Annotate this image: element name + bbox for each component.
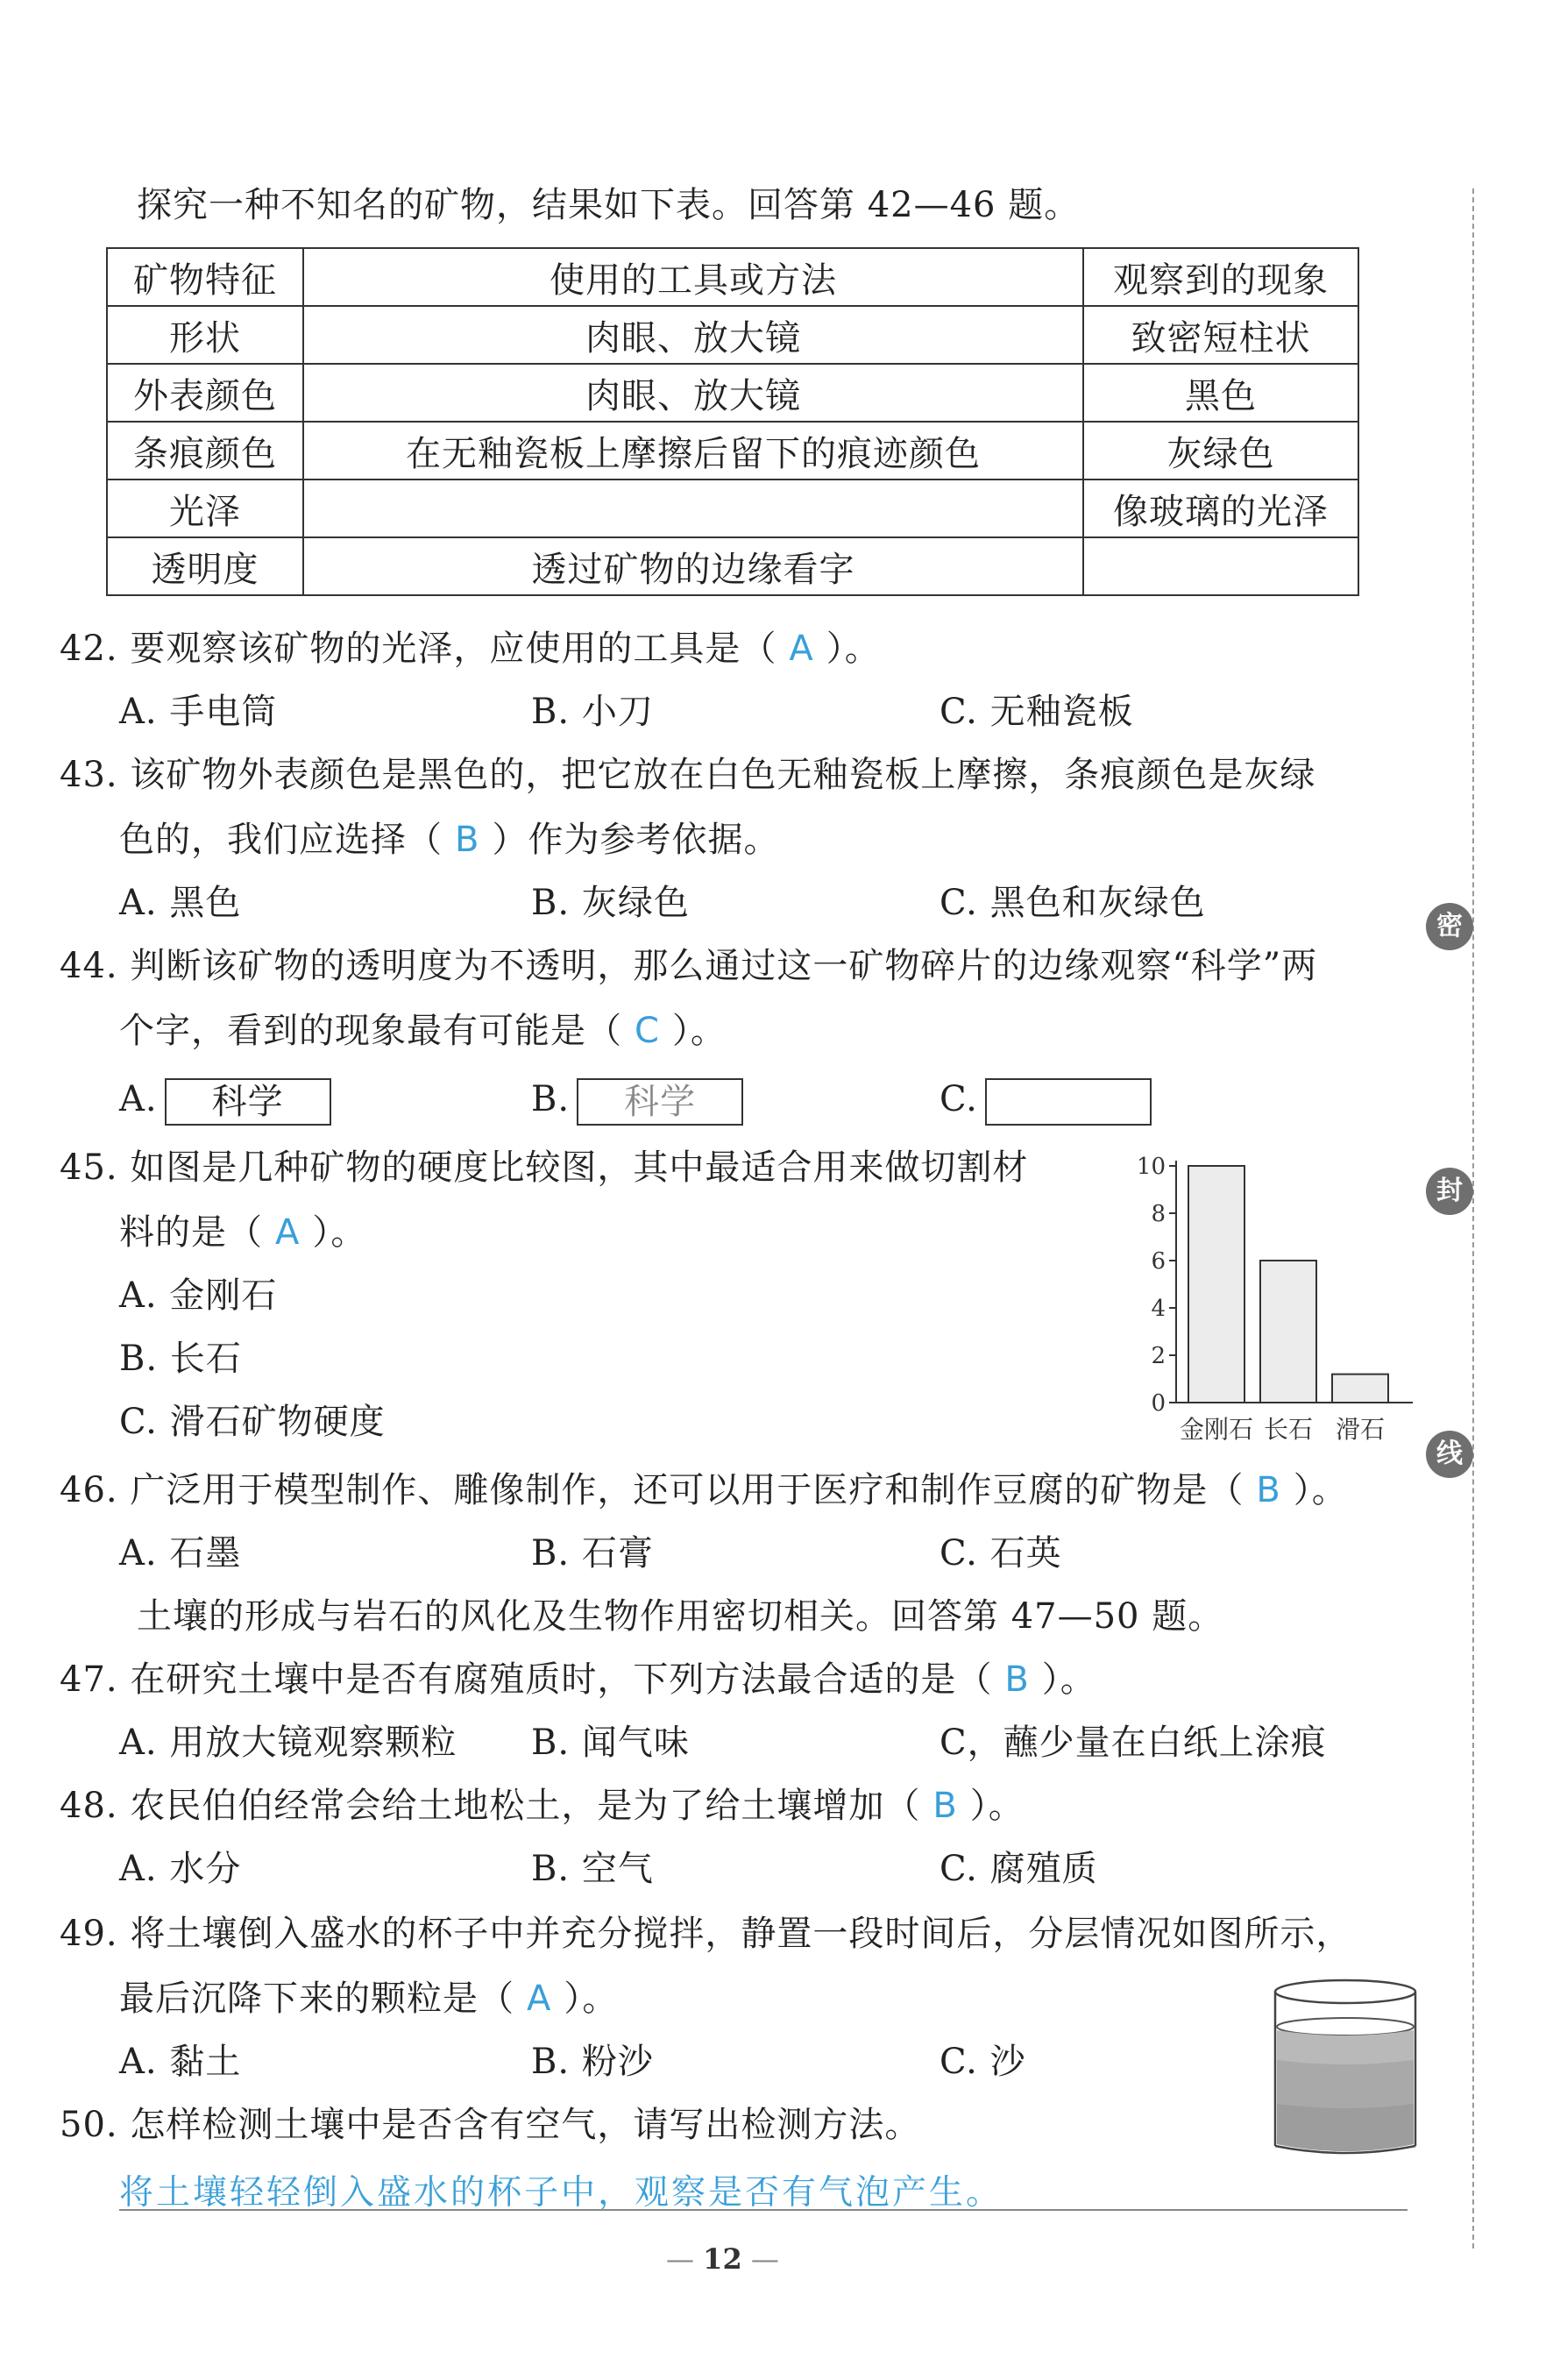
question-45 xyxy=(119,1210,366,1255)
intro-text-2: 土壤的形成与岩石的风化及生物作用密切相关。回答第 47—50 题。 xyxy=(137,1596,1224,1637)
table-cell: 光泽 xyxy=(107,480,303,537)
table-header: 使用的工具或方法 xyxy=(303,248,1083,306)
answer-mark: B xyxy=(1004,1659,1030,1700)
table-cell: 透明度 xyxy=(107,537,303,595)
answer-mark: B xyxy=(455,820,480,860)
option: B. 粉沙 xyxy=(531,2042,654,2082)
question-48 xyxy=(60,1783,1025,1829)
question-49-line1: 49. 将土壤倒入盛水的杯子中并充分搅拌，静置一段时间后，分层情况如图所示， xyxy=(60,1914,1352,1954)
table-cell: 像玻璃的光泽 xyxy=(1083,480,1358,537)
table-header: 矿物特征 xyxy=(107,248,303,306)
answer-mark: B xyxy=(932,1786,958,1826)
x-tick-label: 金刚石 xyxy=(1179,1415,1254,1444)
table-header-row xyxy=(107,248,1358,306)
answer-mark: A xyxy=(275,1212,301,1253)
option: B. 空气 xyxy=(531,1849,654,1889)
text-box-blurred: 科学 xyxy=(577,1078,743,1126)
question-stem-end: ）作为参考依据。 xyxy=(492,820,780,860)
option: B. 石膏 xyxy=(531,1533,654,1574)
answer-underline xyxy=(119,2209,1408,2211)
table-cell: 肉眼、放大镜 xyxy=(303,306,1083,364)
seal-mark: 线 xyxy=(1426,1431,1473,1478)
option-a xyxy=(119,1076,331,1126)
question-49 xyxy=(119,1976,618,2021)
mineral-table xyxy=(106,247,1359,596)
table-cell: 黑色 xyxy=(1083,364,1358,422)
option-b xyxy=(531,1076,743,1126)
question-44-line1: 44. 判断该矿物的透明度为不透明，那么通过这一矿物碎片的边缘观察“科学”两 xyxy=(60,946,1318,986)
table-header: 观察到的现象 xyxy=(1083,248,1358,306)
option: A. 黑色 xyxy=(119,883,242,923)
question-44 xyxy=(119,1008,727,1054)
question-stem-end: ）。 xyxy=(969,1786,1025,1826)
table-cell: 条痕颜色 xyxy=(107,422,303,480)
option-label: C. xyxy=(940,1079,978,1119)
bar xyxy=(1260,1261,1316,1403)
option: C. 滑石 xyxy=(119,1402,242,1442)
table-cell: 灰绿色 xyxy=(1083,422,1358,480)
option: A. 石墨 xyxy=(119,1533,242,1574)
table-cell: 透过矿物的边缘看字 xyxy=(303,537,1083,595)
question-42 xyxy=(60,626,881,671)
option: A. 黏土 xyxy=(119,2042,242,2082)
table-cell: 形状 xyxy=(107,306,303,364)
table-cell: 肉眼、放大镜 xyxy=(303,364,1083,422)
question-stem: 46. 广泛用于模型制作、雕像制作，还可以用于医疗和制作豆腐的矿物是（ xyxy=(60,1470,1244,1510)
table-cell xyxy=(1083,537,1358,595)
answer-mark: A xyxy=(527,1979,552,2019)
question-45-line1: 45. 如图是几种矿物的硬度比较图，其中最适合用来做切割材 xyxy=(60,1147,1029,1188)
y-tick-label: 6 xyxy=(1151,1248,1166,1275)
seal-mark: 密 xyxy=(1426,903,1473,950)
option: C，蘸少量在白纸上涂痕 xyxy=(940,1723,1327,1763)
option: A. 水分 xyxy=(119,1849,242,1889)
table-cell: 在无釉瓷板上摩擦后留下的痕迹颜色 xyxy=(303,422,1083,480)
x-tick-label: 长石 xyxy=(1263,1415,1314,1444)
answer-mark: C xyxy=(635,1011,660,1051)
answer-mark: A xyxy=(789,629,814,669)
bar xyxy=(1332,1375,1388,1403)
option: C. 沙 xyxy=(940,2042,1026,2082)
question-stem: 47. 在研究土壤中是否有腐殖质时，下列方法最合适的是（ xyxy=(60,1659,993,1700)
option: A. 用放大镜观察颗粒 xyxy=(119,1723,457,1763)
text-box-clear: 科学 xyxy=(165,1078,331,1126)
question-stem-end: ）。 xyxy=(826,629,881,669)
option-c xyxy=(940,1076,1152,1126)
table-row xyxy=(107,480,1358,537)
page-number: — 12 — xyxy=(666,2242,779,2276)
beaker-illustration xyxy=(1262,1972,1429,2165)
intro-text-1: 探究一种不知名的矿物，结果如下表。回答第 42—46 题。 xyxy=(137,185,1081,225)
question-47 xyxy=(60,1657,1096,1702)
option: A. 手电筒 xyxy=(119,692,278,732)
y-tick-label: 4 xyxy=(1151,1296,1166,1322)
question-stem-end: ）。 xyxy=(671,1011,727,1051)
question-stem-end: ）。 xyxy=(312,1212,367,1253)
option: C. 石英 xyxy=(940,1533,1062,1574)
y-tick-label: 2 xyxy=(1151,1343,1166,1369)
option: C. 无釉瓷板 xyxy=(940,692,1134,732)
bar xyxy=(1188,1166,1244,1403)
text-box-empty xyxy=(985,1078,1152,1126)
option: A. 金刚石 xyxy=(119,1275,278,1316)
question-46 xyxy=(60,1467,1348,1513)
option: B. 闻气味 xyxy=(531,1723,690,1763)
option-label: A. xyxy=(119,1079,158,1119)
option-label: B. xyxy=(531,1079,571,1119)
table-cell xyxy=(303,480,1083,537)
table-row xyxy=(107,422,1358,480)
option: C. 腐殖质 xyxy=(940,1849,1098,1889)
question-stem: 42. 要观察该矿物的光泽，应使用的工具是（ xyxy=(60,629,777,669)
table-cell: 外表颜色 xyxy=(107,364,303,422)
question-stem: 48. 农民伯伯经常会给土地松土，是为了给土壤增加（ xyxy=(60,1786,921,1826)
y-tick-label: 8 xyxy=(1151,1201,1166,1227)
question-stem-end: ）。 xyxy=(1041,1659,1096,1700)
option-with-caption xyxy=(119,1399,386,1445)
question-stem: 料的是（ xyxy=(119,1212,263,1253)
option: C. 黑色和灰绿色 xyxy=(940,883,1206,923)
option: B. 小刀 xyxy=(531,692,654,732)
table-row xyxy=(107,364,1358,422)
chart-caption: 矿物硬度 xyxy=(241,1402,386,1442)
y-tick-label: 10 xyxy=(1136,1154,1166,1180)
y-tick-label: 0 xyxy=(1151,1390,1166,1417)
question-43-line1: 43. 该矿物外表颜色是黑色的，把它放在白色无釉瓷板上摩擦，条痕颜色是灰绿 xyxy=(60,755,1316,795)
handwritten-answer: 将土壤轻轻倒入盛水的杯子中，观察是否有气泡产生。 xyxy=(119,2173,1003,2213)
question-stem: 最后沉降下来的颗粒是（ xyxy=(119,1979,514,2019)
hardness-bar-chart xyxy=(1122,1148,1420,1451)
seal-mark: 封 xyxy=(1426,1168,1473,1215)
question-stem: 个字，看到的现象最有可能是（ xyxy=(119,1011,622,1051)
table-row xyxy=(107,537,1358,595)
question-50: 50. 怎样检测土壤中是否含有空气，请写出检测方法。 xyxy=(60,2105,921,2145)
x-tick-label: 滑石 xyxy=(1335,1415,1386,1444)
answer-mark: B xyxy=(1256,1470,1281,1510)
question-stem: 色的，我们应选择（ xyxy=(119,820,443,860)
option: B. 灰绿色 xyxy=(531,883,690,923)
question-stem-end: ）。 xyxy=(564,1979,619,2019)
table-row xyxy=(107,306,1358,364)
table-cell: 致密短柱状 xyxy=(1083,306,1358,364)
page-number-value: 12 xyxy=(703,2242,742,2276)
question-43 xyxy=(119,817,779,863)
seal-dashed-line xyxy=(1472,188,1474,2249)
question-stem-end: ）。 xyxy=(1293,1470,1348,1510)
option: B. 长石 xyxy=(119,1339,242,1379)
